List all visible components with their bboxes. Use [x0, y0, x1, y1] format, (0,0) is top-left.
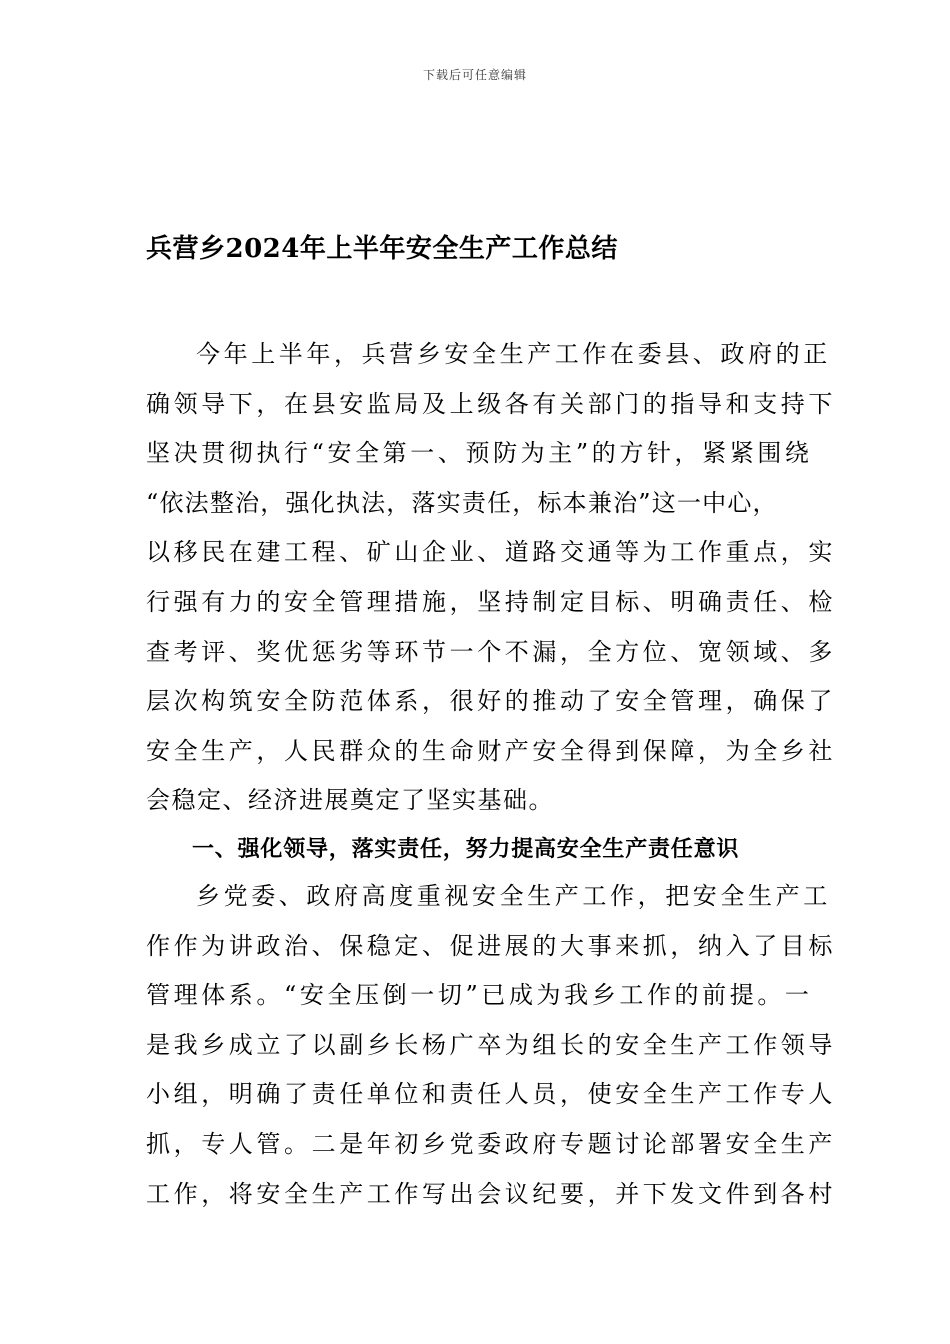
paragraph-line: 查考评、奖优惩劣等环节一个不漏，全方位、宽领域、多: [146, 637, 836, 666]
paragraph-line: 会稳定、经济进展奠定了坚实基础。: [146, 786, 554, 815]
paragraph-intro: [146, 330, 836, 826]
document-body: [146, 330, 836, 1219]
paragraph-line: 确领导下，在县安监局及上级各有关部门的指导和支持下: [146, 389, 836, 418]
paragraph-line: 抓，专人管。二是年初乡党委政府专题讨论部署安全生产: [146, 1129, 836, 1158]
paragraph-line: “依法整治，强化执法，落实责任，标本兼治”这一中心，: [146, 488, 778, 517]
paragraph-line: 今年上半年，兵营乡安全生产工作在委县、政府的正: [196, 340, 831, 368]
paragraph-line: 管理体系。“安全压倒一切”已成为我乡工作的前提。一: [146, 981, 813, 1010]
paragraph-line: 作作为讲政治、保稳定、促进展的大事来抓，纳入了目标: [146, 931, 836, 960]
paragraph-line: 乡党委、政府高度重视安全生产工作，把安全生产工: [196, 881, 831, 910]
header-note: 下载后可任意编辑: [422, 68, 527, 82]
paragraph-line: 安全生产，人民群众的生命财产安全得到保障，为全乡社: [146, 736, 836, 765]
document-title: 兵营乡2024年上半年安全生产工作总结: [146, 234, 618, 264]
paragraph-section1: [146, 872, 836, 1219]
section-heading: 一、强化领导，落实责任，努力提高安全生产责任意识: [192, 835, 740, 862]
paragraph-line: 层次构筑安全防范体系，很好的推动了安全管理，确保了: [146, 687, 836, 716]
paragraph-line: 是我乡成立了以副乡长杨广卒为组长的安全生产工作领导: [146, 1030, 836, 1059]
paragraph-line: 小组，明确了责任单位和责任人员，使安全生产工作专人: [146, 1080, 836, 1109]
paragraph-line: 以移民在建工程、矿山企业、道路交通等为工作重点，实: [146, 538, 836, 567]
paragraph-line: 行强有力的安全管理措施，坚持制定目标、明确责任、检: [146, 587, 836, 616]
paragraph-line: 工作，将安全生产工作写出会议纪要，并下发文件到各村: [146, 1179, 836, 1208]
paragraph-line: 坚决贯彻执行“安全第一、预防为主”的方针，紧紧围绕: [146, 439, 813, 468]
